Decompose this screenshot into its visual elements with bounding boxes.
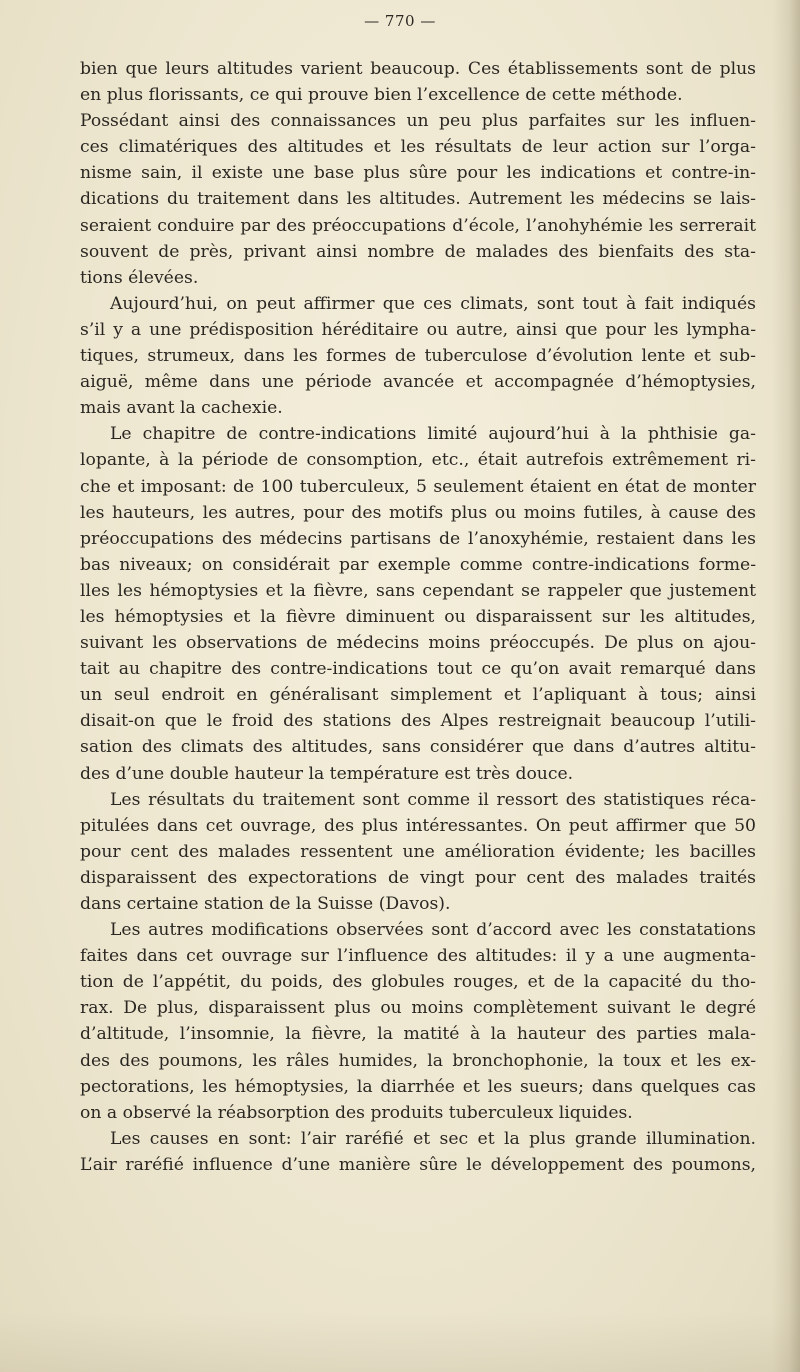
- body-text: [80, 56, 756, 1178]
- text-line: mais avant la cachexie.: [80, 398, 283, 419]
- text-line: disait-on que le froid des stations des Alpes restreignait beaucoup l’utili-: [80, 711, 756, 732]
- text-line: dans certaine station de la Suisse (Davos).: [80, 894, 451, 914]
- text-line: Les résultats du traitement sont comme il ressort des statistiques réca-: [110, 789, 756, 810]
- text-line: aiguë, même dans une période avancée et accompagnée d’hémoptysies,: [80, 372, 756, 393]
- text-line: sation des climats des altitudes, sans considérer que dans d’autres altitu-: [80, 737, 756, 758]
- text-line: che et imposant: de 100 tuberculeux, 5 seulement étaient en état de monter: [80, 476, 756, 497]
- text-line: ces climatériques des altitudes et les résultats de leur action sur l’orga-: [80, 137, 756, 158]
- text-line: nisme sain, il existe une base plus sûre pour les indications et contre-in-: [80, 163, 756, 184]
- text-line: d’altitude, l’insomnie, la fièvre, la matité à la hauteur des parties mala-: [80, 1024, 756, 1045]
- text-line: des d’une double hauteur la température est très douce.: [80, 763, 574, 784]
- text-line: souvent de près, privant ainsi nombre de malades des bienfaits des sta-: [80, 241, 756, 262]
- text-line: dications du traitement dans les altitudes. Autrement les médecins se lais-: [80, 189, 756, 210]
- text-line: pectorations, les hémoptysies, la diarrhée et les sueurs; dans quelques cas: [80, 1076, 756, 1097]
- text-line: rax. De plus, disparaissent plus ou moins complètement suivant le degré: [80, 998, 756, 1019]
- text-line: bien que leurs altitudes varient beaucoup. Ces établissements sont de plus: [80, 59, 756, 79]
- text-line: tions élevées.: [80, 267, 199, 288]
- text-line: pitulées dans cet ouvrage, des plus intéressantes. On peut affirmer que 50: [80, 815, 756, 836]
- page-number: — 770 —: [364, 12, 436, 30]
- text-line: les hémoptysies et la fièvre diminuent ou disparaissent sur les altitudes,: [80, 606, 756, 627]
- text-line: disparaissent des expectorations de vingt pour cent des malades traités: [80, 867, 756, 888]
- text-line: Aujourd’hui, on peut affirmer que ces climats, sont tout à fait indiqués: [110, 293, 756, 314]
- text-line: lles les hémoptysies et la fièvre, sans cependant se rappeler que justement: [80, 580, 756, 601]
- text-line: bas niveaux; on considérait par exemple comme contre-indications forme-: [80, 554, 756, 575]
- text-line: Possédant ainsi des connaissances un peu plus parfaites sur les influen-: [80, 111, 756, 132]
- text-line: en plus florissants, ce qui prouve bien l’excellence de cette méthode.: [80, 85, 683, 106]
- text-line: seraient conduire par des préoccupations d’école, l’anohyhémie les serrerait: [80, 215, 756, 236]
- text-line: tion de l’appétit, du poids, des globules rouges, et de la capacité du tho-: [80, 972, 756, 993]
- text-line: on a observé la réabsorption des produits tuberculeux liquides.: [80, 1102, 633, 1123]
- text-line: suivant les observations de médecins moins préoccupés. De plus on ajou-: [80, 633, 756, 654]
- text-line: Les causes en sont: l’air raréfié et sec et la plus grande illumination.: [110, 1128, 756, 1149]
- page-bottom-shadow: [0, 1312, 800, 1372]
- text-line: préoccupations des médecins partisans de l’anoxyhémie, restaient dans les: [80, 528, 756, 549]
- text-line: Le chapitre de contre-indications limité aujourd’hui à la phthisie ga-: [110, 424, 756, 445]
- text-line: tiques, strumeux, dans les formes de tuberculose d’évolution lente et sub-: [80, 346, 756, 367]
- page-edge-shadow: [772, 0, 800, 1372]
- text-line: un seul endroit en généralisant simplement et l’apliquant à tous; ainsi: [80, 685, 756, 706]
- text-line: L’air raréfié influence d’une manière sûre le développement des poumons,: [80, 1154, 756, 1175]
- text-line: s’il y a une prédisposition héréditaire ou autre, ainsi que pour les lympha-: [80, 319, 756, 340]
- text-line: lopante, à la période de consomption, etc., était autrefois extrêmement ri-: [80, 450, 756, 471]
- text-line: Les autres modifications observées sont d’accord avec les constatations: [110, 920, 756, 941]
- text-line: les hauteurs, les autres, pour des motifs plus ou moins futiles, à cause des: [80, 502, 756, 523]
- text-line: tait au chapitre des contre-indications tout ce qu’on avait remarqué dans: [80, 659, 756, 680]
- text-line: pour cent des malades ressentent une amélioration évidente; les bacilles: [80, 841, 756, 862]
- text-line: des des poumons, les râles humides, la bronchophonie, la toux et les ex-: [80, 1050, 756, 1071]
- text-line: faites dans cet ouvrage sur l’influence des altitudes: il y a une augmenta-: [80, 946, 756, 967]
